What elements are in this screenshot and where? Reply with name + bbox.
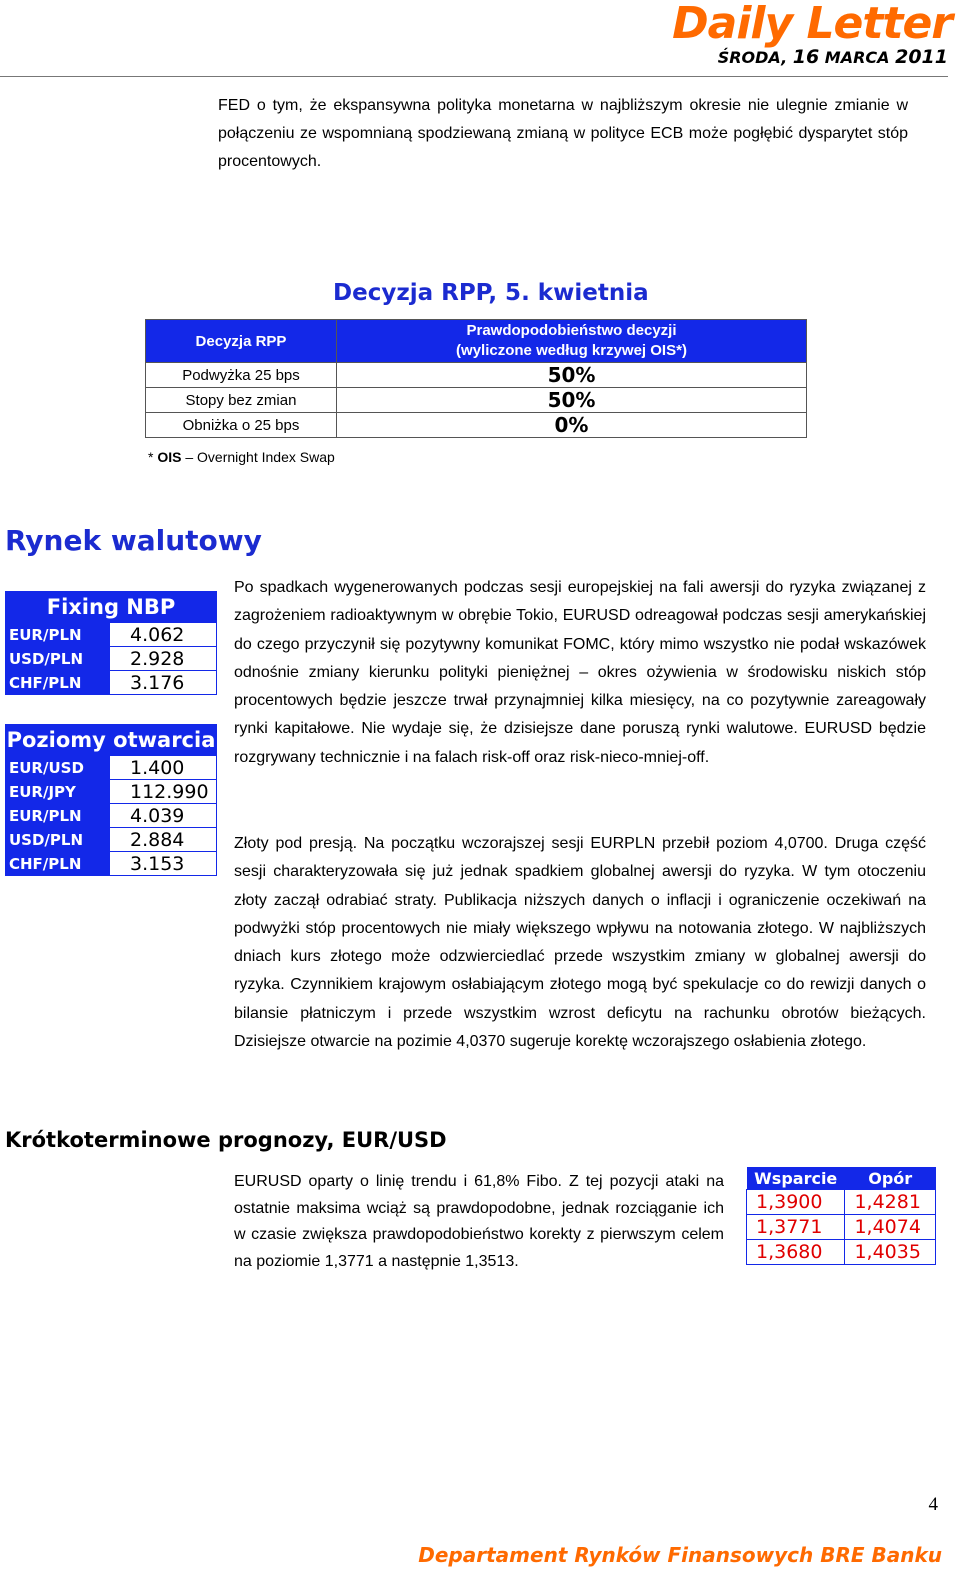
table-row (747, 1240, 936, 1265)
table-row (6, 828, 217, 852)
rpp-row-label: Podwyżka 25 bps (146, 363, 337, 388)
fx-pair: EUR/PLN (6, 804, 110, 828)
table-row (747, 1190, 936, 1215)
date-month: MARCA (824, 48, 890, 67)
fx-value: 1.400 (110, 756, 217, 780)
date-day: ŚRODA, (717, 48, 788, 67)
footnote-abbr: OIS (157, 449, 182, 465)
support-value: 1,3900 (747, 1190, 845, 1215)
fx-value: 4.039 (110, 804, 217, 828)
opening-title: Poziomy otwarcia (6, 725, 217, 756)
table-row (6, 623, 217, 647)
table-header-row (747, 1167, 936, 1190)
table-row (6, 671, 217, 695)
rpp-row-label: Stopy bez zmian (146, 388, 337, 413)
fx-pair: CHF/PLN (6, 671, 110, 695)
rpp-row-value: 0% (337, 413, 807, 438)
date-num: 16 (792, 46, 820, 68)
rpp-row-value: 50% (337, 388, 807, 413)
fx-pair: EUR/JPY (6, 780, 110, 804)
brand-title: Daily Letter (672, 0, 952, 49)
col-support: Wsparcie (747, 1167, 845, 1190)
table-row (146, 388, 807, 413)
ois-footnote (148, 449, 335, 465)
page-number: 4 (928, 1494, 938, 1515)
footer-department: Departament Rynków Finansowych BRE Banku (418, 1543, 942, 1567)
rpp-col-probability-line2: (wyliczone według krzywej OIS*) (456, 342, 687, 359)
fx-pair: USD/PLN (6, 647, 110, 671)
rpp-col-probability-line1: Prawdopodobieństwo decyzji (466, 322, 677, 339)
footnote-text: – Overnight Index Swap (181, 449, 335, 465)
col-resistance: Opór (845, 1167, 936, 1190)
opening-levels-table (5, 724, 217, 876)
table-row (6, 780, 217, 804)
fx-value: 4.062 (110, 623, 217, 647)
intro-paragraph: FED o tym, że ekspansywna polityka monetarna w najbliższym okresie nie ulegnie zmianie w połączeniu ze wspomnianą spodziewaną zmianą w polityce ECB może pogłębić dysparytet stóp procentowych. (218, 97, 908, 170)
rpp-row-value: 50% (337, 363, 807, 388)
date-year: 2011 (895, 46, 948, 68)
rpp-col-probability (337, 320, 807, 363)
footnote-prefix: * (148, 449, 158, 465)
header-divider (0, 76, 948, 77)
forecast-title: Krótkoterminowe prognozy, EUR/USD (5, 1128, 447, 1152)
table-row (6, 647, 217, 671)
fx-pair: USD/PLN (6, 828, 110, 852)
resistance-value: 1,4281 (845, 1190, 936, 1215)
fx-value: 3.153 (110, 852, 217, 876)
rpp-header-row (146, 320, 807, 363)
fx-section-title: Rynek walutowy (5, 524, 262, 557)
fx-paragraph-2: Złoty pod presją. Na początku wczorajszej sesji EURPLN przebił poziom 4,0700. Druga część sesji charakteryzowała się już jednak spadkiem globalnej awersji do ryzyka. W tym otoczeniu złoty zaczął odrabiać straty. Publikacja niższych danych o inflacji i ograniczenie oczekiwań na podwyżki stóp procentowych nie miały większego wpływu na notowania złotego. W najbliższych dniach kurs złotego może odzwierciedlać przede wszystkim zmiany w globalnej awersji do ryzyka. Czynnikiem krajowym osłabiającym złotego mogą być spekulacje co do rewizji danych o bilansie płatniczym i przede wszystkim wzrost deficytu na rachunku obrotów bieżących. Dzisiejsze otwarcie na pozimie 4,0370 sugeruje korektę wczorajszego osłabienia złotego. (234, 835, 926, 1051)
fx-value: 2.884 (110, 828, 217, 852)
support-value: 1,3680 (747, 1240, 845, 1265)
table-row (6, 804, 217, 828)
fx-pair: CHF/PLN (6, 852, 110, 876)
issue-date (718, 46, 948, 68)
fx-value: 2.928 (110, 647, 217, 671)
rpp-col-decision: Decyzja RPP (146, 320, 337, 363)
table-row (6, 852, 217, 876)
support-resistance-table (746, 1167, 936, 1265)
rpp-table (145, 319, 807, 438)
fixing-nbp-table (5, 591, 217, 695)
table-row (146, 363, 807, 388)
forecast-paragraph: EURUSD oparty o linię trendu i 61,8% Fibo. Z tej pozycji ataki na ostatnie maksima wciąż są prawdopodobne, jednak rozciąganie ich w czasie zwiększa prawdopodobieństwo korekty z pierwszym celem na poziomie 1,3771 a następnie 1,3513. (234, 1173, 724, 1270)
fx-value: 112.990 (110, 780, 217, 804)
resistance-value: 1,4074 (845, 1215, 936, 1240)
fixing-title: Fixing NBP (6, 592, 217, 623)
fx-paragraph-1: Po spadkach wygenerowanych podczas sesji europejskiej na fali awersji do ryzyka związanej z zagrożeniem radioaktywnym w obrębie Tokio, EURUSD odreagował podczas sesji amerykańskiej do czego przyczynił się pozytywny komunikat FOMC, który mimo wszystko nie podał wskazówek odnośnie zmiany kierunku polityki pieniężnej – okres ożywienia w środowisku niskich stóp procentowych będzie jeszcze trwał przynajmniej kilka miesięcy, na co pozytywnie zareagowały rynki kapitałowe. Nie wydaje się, że dzisiejsze dane poruszą rynki walutowe. EURUSD będzie rozgrywany technicznie i na falach risk-off oraz risk-nieco-mniej-off. (234, 579, 926, 766)
fx-pair: EUR/USD (6, 756, 110, 780)
fx-value: 3.176 (110, 671, 217, 695)
resistance-value: 1,4035 (845, 1240, 936, 1265)
rpp-title: Decyzja RPP, 5. kwietnia (333, 280, 649, 306)
table-row (6, 756, 217, 780)
table-row (146, 413, 807, 438)
support-value: 1,3771 (747, 1215, 845, 1240)
fx-pair: EUR/PLN (6, 623, 110, 647)
table-row (747, 1215, 936, 1240)
rpp-row-label: Obniżka o 25 bps (146, 413, 337, 438)
